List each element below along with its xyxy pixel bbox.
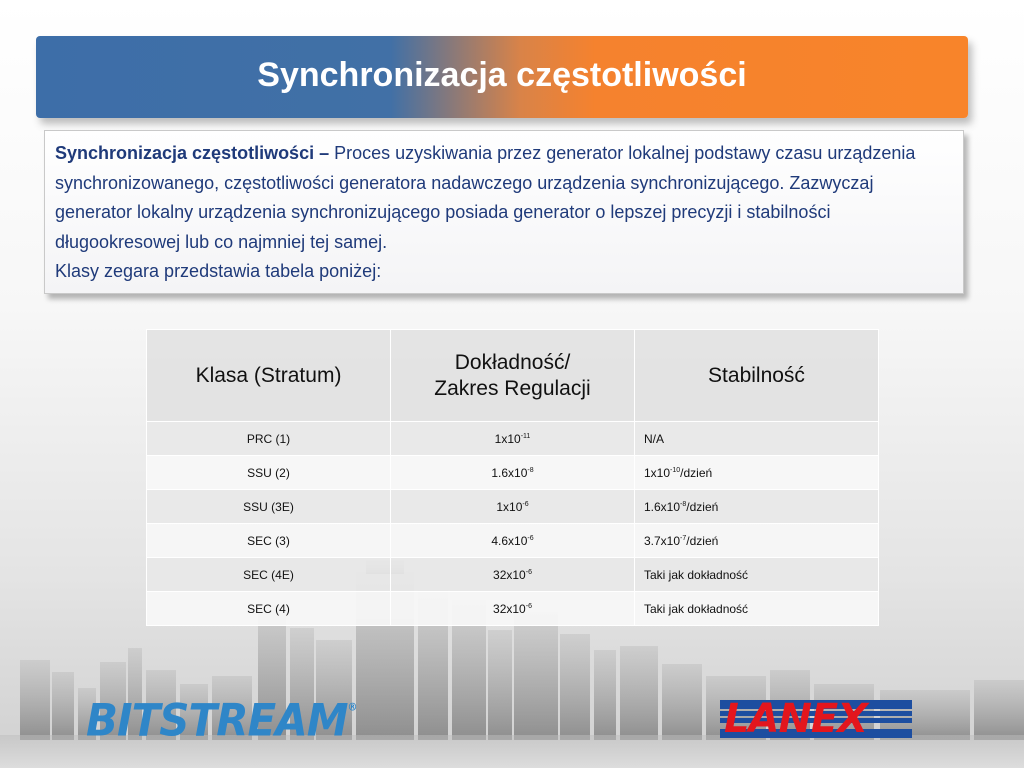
- cell-klasa: PRC (1): [147, 422, 391, 456]
- value-suffix: /dzień: [680, 465, 713, 480]
- value-mantissa: 32x10: [493, 567, 526, 582]
- value-mantissa: 32x10: [493, 601, 526, 616]
- value-suffix: /dzień: [686, 533, 719, 548]
- value-mantissa: Taki jak dokładność: [644, 601, 749, 616]
- cell-stabilnosc: [635, 558, 879, 592]
- bitstream-logo: [86, 695, 357, 746]
- table-row: [147, 490, 879, 524]
- cell-klasa: SSU (3E): [147, 490, 391, 524]
- value-exponent: -10: [670, 466, 681, 474]
- value-mantissa: 1.6x10: [491, 465, 528, 480]
- value-exponent: -6: [527, 534, 534, 542]
- cell-dokladnosc: [391, 422, 635, 456]
- value-suffix: /dzień: [686, 499, 719, 514]
- definition-term: Synchronizacja częstotliwości –: [55, 143, 330, 163]
- table-intro: Klasy zegara przedstawia tabela poniżej:: [55, 261, 382, 281]
- value-exponent: -6: [525, 602, 532, 610]
- cell-stabilnosc: [635, 422, 879, 456]
- cell-stabilnosc: [635, 490, 879, 524]
- value-mantissa: 1.6x10: [644, 499, 681, 514]
- value-exponent: -6: [525, 568, 532, 576]
- cell-dokladnosc: [391, 524, 635, 558]
- value-exponent: -8: [527, 466, 534, 474]
- cell-klasa: SEC (3): [147, 524, 391, 558]
- value-exponent: -8: [680, 500, 687, 508]
- cell-stabilnosc: [635, 592, 879, 626]
- page-title: Synchronizacja częstotliwości: [257, 56, 747, 94]
- value-exponent: -7: [680, 534, 687, 542]
- cell-dokladnosc: [391, 490, 635, 524]
- table-row: [147, 456, 879, 490]
- cell-dokladnosc: [391, 456, 635, 490]
- cell-klasa: SEC (4E): [147, 558, 391, 592]
- header-dokladnosc-line2: Zakres Regulacji: [434, 376, 591, 400]
- title-bar: [36, 36, 968, 118]
- value-mantissa: Taki jak dokładność: [644, 567, 749, 582]
- definition-body: Proces uzyskiwania przez generator lokalnej podstawy czasu urządzenia synchronizowanego, częstotliwości generatora nadawczego urządzenia synchronizującego. Zazwyczaj generator lokalny urządzenia synchronizującego posiada generator o lepszej precyzji i stabilności długookresowej lub co najmniej tej samej.: [55, 143, 916, 252]
- header-stabilnosc: Stabilność: [635, 330, 879, 422]
- value-mantissa: N/A: [644, 431, 665, 446]
- lanex-logo-text: LANEX: [724, 696, 868, 742]
- value-mantissa: 1x10: [644, 465, 671, 480]
- bitstream-logo-text: BITSTREAM: [86, 694, 348, 747]
- cell-dokladnosc: [391, 558, 635, 592]
- cell-stabilnosc: [635, 524, 879, 558]
- value-mantissa: 4.6x10: [491, 533, 528, 548]
- definition-paragraph: [55, 139, 953, 257]
- value-mantissa: 1x10: [494, 431, 521, 446]
- header-dokladnosc-line1: Dokładność/: [454, 350, 571, 374]
- registered-mark: ®: [347, 702, 357, 714]
- table-row: [147, 558, 879, 592]
- lanex-logo: [720, 698, 912, 740]
- cell-dokladnosc: [391, 592, 635, 626]
- value-exponent: -11: [520, 432, 531, 440]
- table-row: [147, 422, 879, 456]
- value-mantissa: 3.7x10: [644, 533, 681, 548]
- value-mantissa: 1x10: [496, 499, 523, 514]
- header-klasa: Klasa (Stratum): [147, 330, 391, 422]
- definition-box: [44, 130, 964, 294]
- cell-stabilnosc: [635, 456, 879, 490]
- clock-class-table: [146, 329, 879, 626]
- table-row: [147, 524, 879, 558]
- cell-klasa: SSU (2): [147, 456, 391, 490]
- value-exponent: -6: [522, 500, 529, 508]
- cell-klasa: SEC (4): [147, 592, 391, 626]
- table-row: [147, 592, 879, 626]
- header-dokladnosc: [391, 330, 635, 422]
- table-header-row: [147, 330, 879, 422]
